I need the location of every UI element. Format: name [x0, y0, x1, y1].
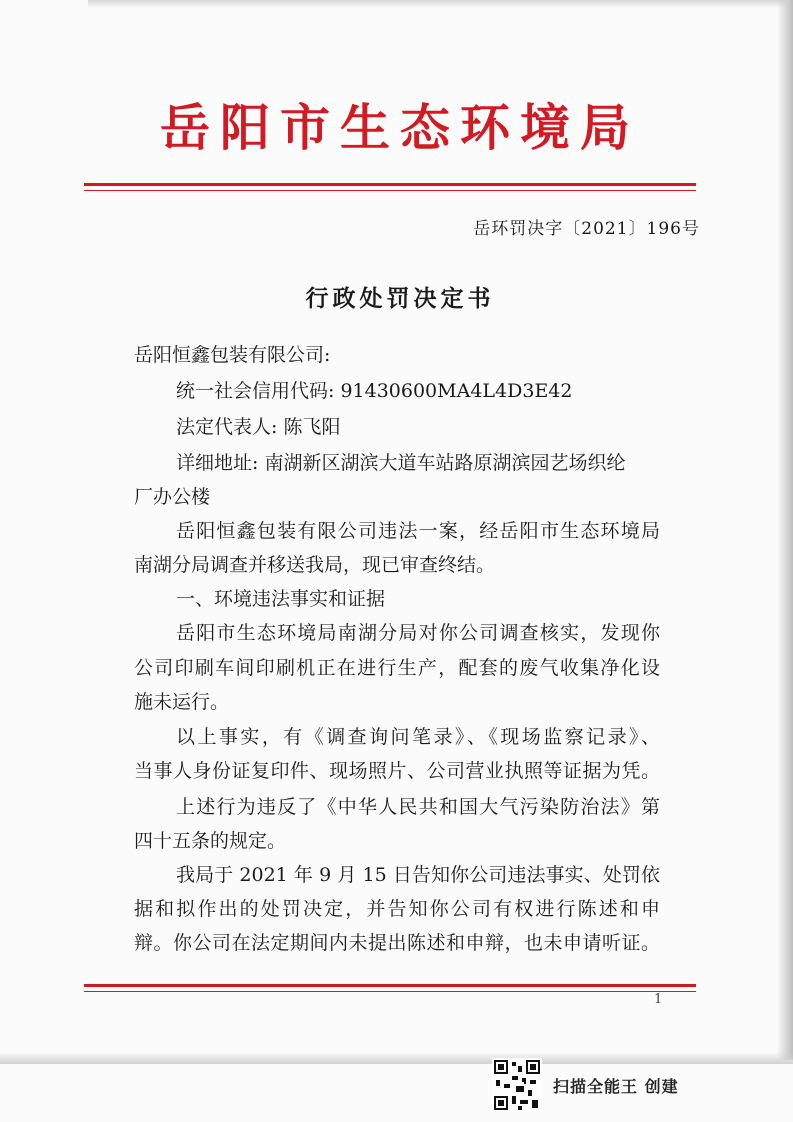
- section-heading: 一、环境违法事实和证据: [176, 588, 386, 610]
- header-rule-thick: [84, 183, 696, 186]
- paragraph-line: 施未运行。: [134, 691, 230, 713]
- credit-code: 统一社会信用代码: 91430600MA4L4D3E42: [176, 380, 573, 402]
- legal-rep: 法定代表人: 陈飞阳: [176, 416, 341, 438]
- qr-code-icon: [492, 1058, 542, 1112]
- org-header: 岳阳市生态环境局: [160, 98, 640, 157]
- paragraph-line: 据和拟作出的处罚决定，并告知你公司有权进行陈述和申: [134, 898, 660, 920]
- paragraph-line: 南湖分局调查并移送我局，现已审查终结。: [134, 554, 496, 576]
- address-line-1: 详细地址: 南湖新区湖滨大道车站路原湖滨园艺场织纶: [176, 452, 626, 474]
- addressee: 岳阳恒鑫包装有限公司:: [134, 344, 331, 366]
- paragraph-line: 公司印刷车间印刷机正在进行生产，配套的废气收集净化设: [134, 657, 660, 679]
- paragraph-line: 岳阳恒鑫包装有限公司违法一案，经岳阳市生态环境局: [176, 520, 660, 542]
- scan-shadow-top: [88, 0, 793, 8]
- paragraph-line: 当事人身份证复印件、现场照片、公司营业执照等证据为凭。: [134, 760, 660, 782]
- doc-number: 岳环罚决字〔2021〕196号: [473, 219, 700, 239]
- footer-rule-thin: [84, 991, 696, 992]
- scan-shadow-right: [777, 0, 793, 1060]
- paragraph-line: 上述行为违反了《中华人民共和国大气污染防治法》第: [176, 796, 660, 818]
- doc-title: 行政处罚决定书: [305, 285, 495, 312]
- scanner-watermark: 扫描全能王 创建: [553, 1077, 679, 1096]
- footer-rule-thick: [84, 984, 696, 987]
- paragraph-line: 四十五条的规定。: [134, 830, 287, 852]
- address-line-2: 厂办公楼: [134, 486, 211, 508]
- paragraph-line: 我局于 2021 年 9 月 15 日告知你公司违法事实、处罚依: [176, 864, 660, 886]
- paragraph-line: 以上事实，有《调查询问笔录》、《现场监察记录》、: [176, 726, 660, 748]
- header-rule-thin: [84, 190, 696, 191]
- paragraph-line: 辩。你公司在法定期间内未提出陈述和申辩，也未申请听证。: [134, 932, 660, 954]
- page-number: 1: [654, 992, 663, 1007]
- paragraph-line: 岳阳市生态环境局南湖分局对你公司调查核实，发现你: [176, 622, 660, 644]
- scan-shadow-bottom: [0, 1052, 793, 1064]
